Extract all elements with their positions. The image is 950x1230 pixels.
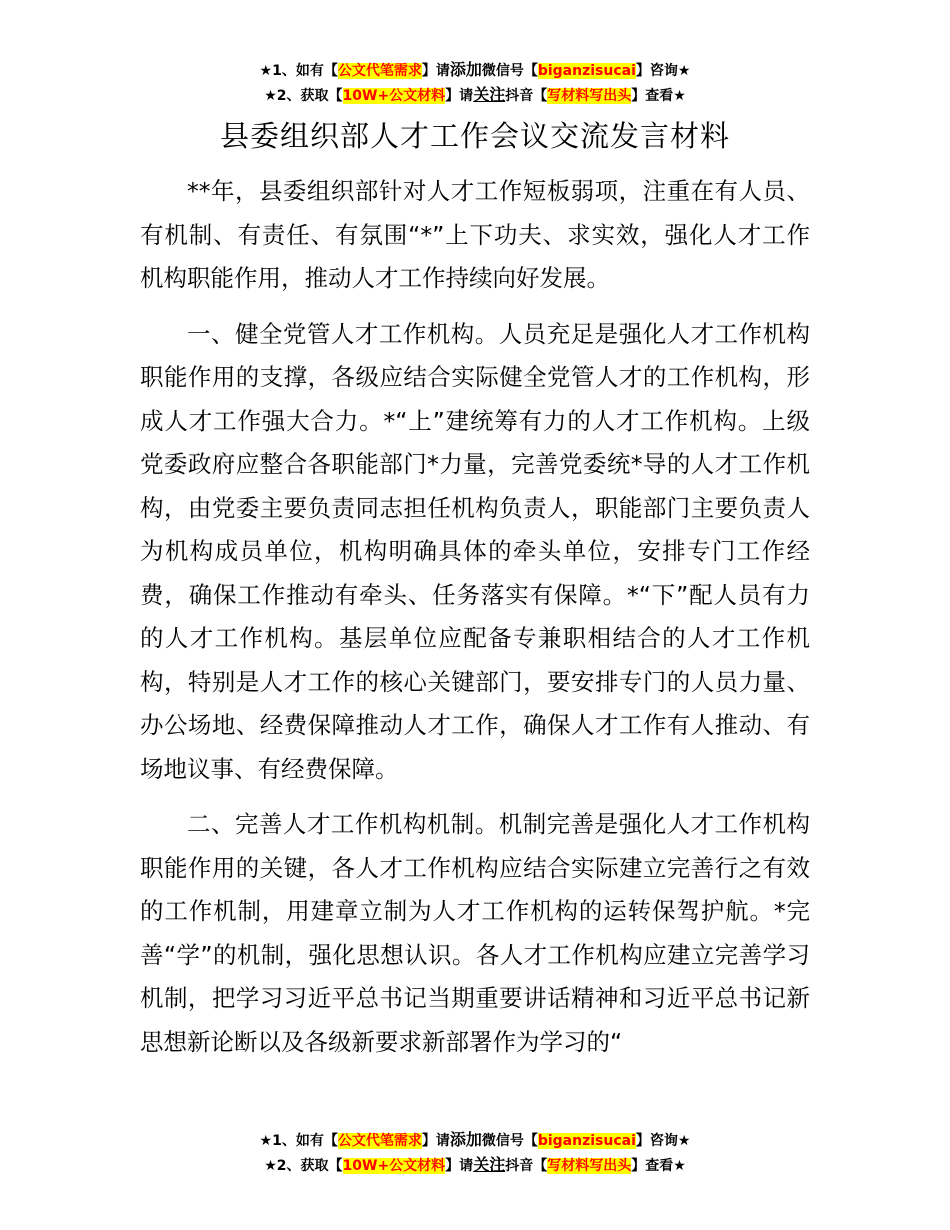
banner-line-1 bbox=[0, 58, 950, 83]
banner-text: 】咨询★ bbox=[635, 63, 691, 79]
banner-text: 】请 bbox=[445, 88, 474, 104]
banner-text: 】请 bbox=[421, 1133, 450, 1149]
banner-text: 】请 bbox=[421, 63, 450, 79]
paragraph-section-1: 一、健全党管人才工作机构。人员充足是强化人才工作机构职能作用的支撑，各级应结合实际健全党管人才的工作机构，形成人才工作强大合力。*“上”建统筹有力的人才工作机构。上级党委政府应整合各职能部门*力量，完善党委统*导的人才工作机构，由党委主要负责同志担任机构负责人，职能部门主要负责人为机构成员单位，机构明确具体的牵头单位，安排专门工作经费，确保工作推动有牵头、任务落实有保障。*“下”配人员有力的人才工作机构。基层单位应配备专兼职相结合的人才工作机构，特别是人才工作的核心关键部门，要安排专门的人员力量、办公场地、经费保障推动人才工作，确保人才工作有人推动、有场地议事、有经费保障。 bbox=[140, 319, 810, 783]
banner-line-2 bbox=[0, 1153, 950, 1178]
banner-text: ★1、如有【 bbox=[259, 1133, 338, 1149]
banner-text: 抖音【 bbox=[505, 88, 548, 104]
header-banner bbox=[0, 58, 950, 108]
banner-text: 】咨询★ bbox=[635, 1133, 691, 1149]
highlight-service: 公文代笔需求 bbox=[337, 63, 422, 79]
banner-line-1 bbox=[0, 1128, 950, 1153]
footer-banner bbox=[0, 1128, 950, 1178]
highlight-wechat-id: biganzisucai bbox=[537, 63, 636, 79]
banner-emphasis: 添加 bbox=[449, 60, 482, 79]
highlight-materials: 10W+公文材料 bbox=[342, 1158, 446, 1174]
banner-text: 】请 bbox=[445, 1158, 474, 1174]
banner-text: 微信号【 bbox=[481, 63, 538, 79]
paragraph-section-2: 二、完善人才工作机构机制。机制完善是强化人才工作机构职能作用的关键，各人才工作机构应结合实际建立完善行之有效的工作机制，用建章立制为人才工作机构的运转保驾护航。*完善“学”的机制，强化思想认识。各人才工作机构应建立完善学习机制，把学习习近平总书记当期重要讲话精神和习近平总书记新思想新论断以及各级新要求新部署作为学习的“ bbox=[140, 810, 810, 1056]
banner-text: ★1、如有【 bbox=[259, 63, 338, 79]
document-title: 县委组织部人才工作会议交流发言材料 bbox=[219, 119, 730, 153]
banner-emphasis: 关注 bbox=[473, 1155, 506, 1174]
highlight-materials: 10W+公文材料 bbox=[342, 88, 446, 104]
banner-emphasis: 关注 bbox=[473, 85, 506, 104]
banner-text: 微信号【 bbox=[481, 1133, 538, 1149]
banner-emphasis: 添加 bbox=[449, 1130, 482, 1149]
banner-text: 抖音【 bbox=[505, 1158, 548, 1174]
highlight-douyin-id: 写材料写出头 bbox=[547, 1158, 632, 1174]
banner-line-2 bbox=[0, 83, 950, 108]
banner-text: ★2、获取【 bbox=[264, 1158, 343, 1174]
banner-text: ★2、获取【 bbox=[264, 88, 343, 104]
document-body bbox=[140, 170, 810, 1076]
highlight-wechat-id: biganzisucai bbox=[537, 1133, 636, 1149]
banner-text: 】查看★ bbox=[631, 1158, 686, 1174]
highlight-douyin-id: 写材料写出头 bbox=[547, 88, 632, 104]
paragraph-intro: **年，县委组织部针对人才工作短板弱项，注重在有人员、有机制、有责任、有氛围“*”上下功夫、求实效，强化人才工作机构职能作用，推动人才工作持续向好发展。 bbox=[140, 177, 810, 292]
banner-text: 】查看★ bbox=[631, 88, 686, 104]
highlight-service: 公文代笔需求 bbox=[337, 1133, 422, 1149]
